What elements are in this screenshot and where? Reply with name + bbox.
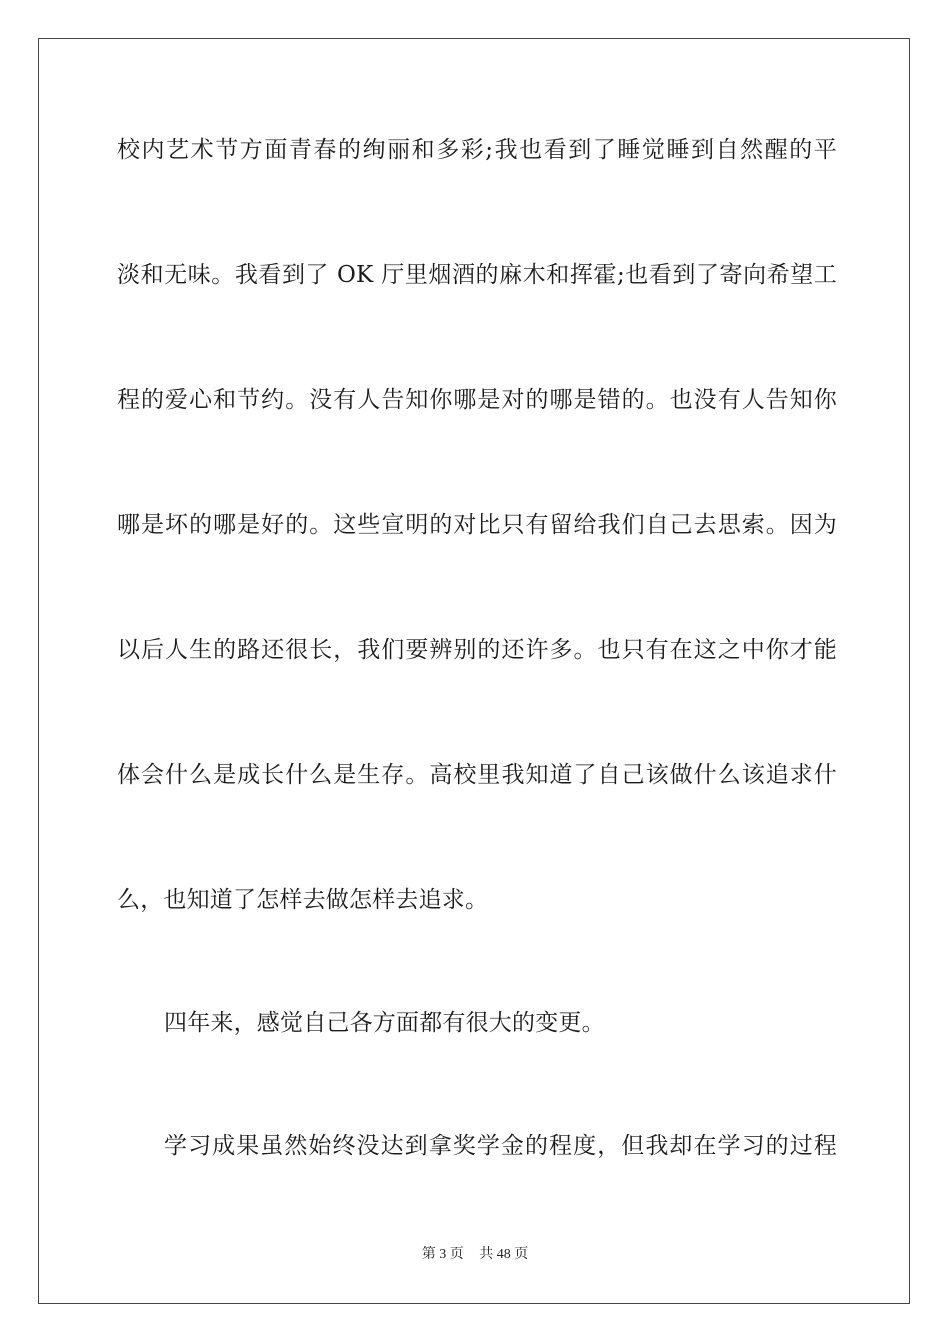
paragraph-3: 学习成果虽然始终没达到拿奖学金的程度，但我却在学习的过程 [164, 1133, 837, 1159]
page-footer [0, 1243, 950, 1263]
page-frame [38, 38, 910, 1304]
text-line-3: 程的爱心和节约。没有人告知你哪是对的哪是错的。也没有人告知你 [117, 387, 837, 413]
text-line-4: 哪是坏的哪是好的。这些宣明的对比只有留给我们自己去思索。因为 [117, 512, 837, 538]
text-line-1: 校内艺术节方面青春的绚丽和多彩;我也看到了睡觉睡到自然醒的平 [117, 137, 837, 163]
text-line-2: 淡和无味。我看到了 OK 厅里烟酒的麻木和挥霍;也看到了寄向希望工 [117, 262, 837, 288]
page-total: 共 48 页 [479, 1247, 529, 1262]
text-line-5: 以后人生的路还很长，我们要辨别的还许多。也只有在这之中你才能 [117, 637, 837, 663]
paragraph-2: 四年来，感觉自己各方面都有很大的变更。 [164, 1010, 605, 1036]
text-line-7: 么，也知道了怎样去做怎样去追求。 [117, 887, 489, 913]
text-line-6: 体会什么是成长什么是生存。高校里我知道了自己该做什么该追求什 [117, 762, 837, 788]
page-number: 第 3 页 [421, 1247, 464, 1262]
